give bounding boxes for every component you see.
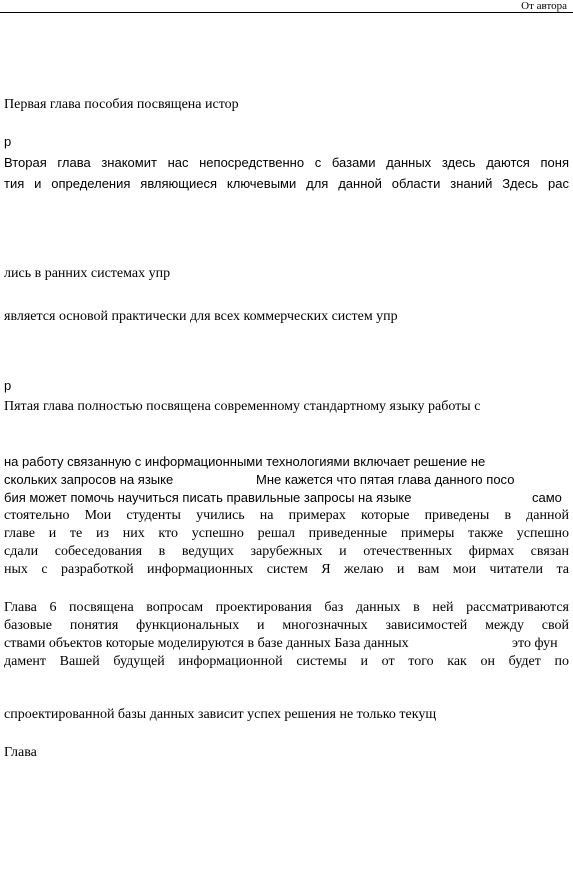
- text-line: стоятельно Мои студенты учились на примерах которые приведены в данной: [4, 508, 569, 523]
- text-line: Глава: [4, 745, 37, 760]
- text-line: главе и те из них кто успешно решал приведенные примеры также успешно: [4, 526, 569, 541]
- text-line: тия и определения являющиеся ключевыми для данной области знаний Здесь рас: [4, 176, 569, 191]
- text-line: является основой практически для всех коммерческих систем упр: [4, 309, 398, 324]
- text-line: р: [4, 378, 12, 393]
- text-line: Глава 6 посвящена вопросам проектирования баз данных в ней рассматриваются: [4, 600, 569, 615]
- text-line: Вторая глава знакомит нас непосредственно с базами данных здесь даются поня: [4, 155, 569, 170]
- text-line: сдали собеседования в ведущих зарубежных и отечественных фирмах связан: [4, 544, 569, 559]
- text-line: Первая глава пособия посвящена истор: [4, 97, 239, 112]
- text-line: само: [532, 490, 562, 505]
- text-line: Мне кажется что пятая глава данного посо: [256, 472, 515, 487]
- text-line: Пятая глава полностью посвящена современному стандартному языку работы с: [4, 399, 481, 414]
- text-line: лись в ранних системах упр: [4, 266, 171, 281]
- text-line: это фун: [512, 636, 558, 651]
- text-line: р: [4, 134, 12, 149]
- text-line: базовые понятия функциональных и многозначных зависимостей между свой: [4, 618, 569, 633]
- running-header: От автора: [521, 0, 567, 12]
- text-line: спроектированной базы данных зависит успех решения не только текущ: [4, 707, 437, 722]
- text-line: ствами объектов которые моделируются в базе данных База данных: [4, 636, 409, 651]
- text-line: скольких запросов на языке: [4, 472, 174, 487]
- text-line: на работу связанную с информационными технологиями включает решение не: [4, 454, 486, 469]
- text-line: ных с разработкой информационных систем Я желаю и вам мои читатели та: [4, 562, 569, 577]
- header-rule: [0, 12, 573, 13]
- text-line: бия может помочь научиться писать правильные запросы на языке: [4, 490, 412, 505]
- text-line: дамент Вашей будущей информационной системы и от того как он будет по: [4, 654, 569, 669]
